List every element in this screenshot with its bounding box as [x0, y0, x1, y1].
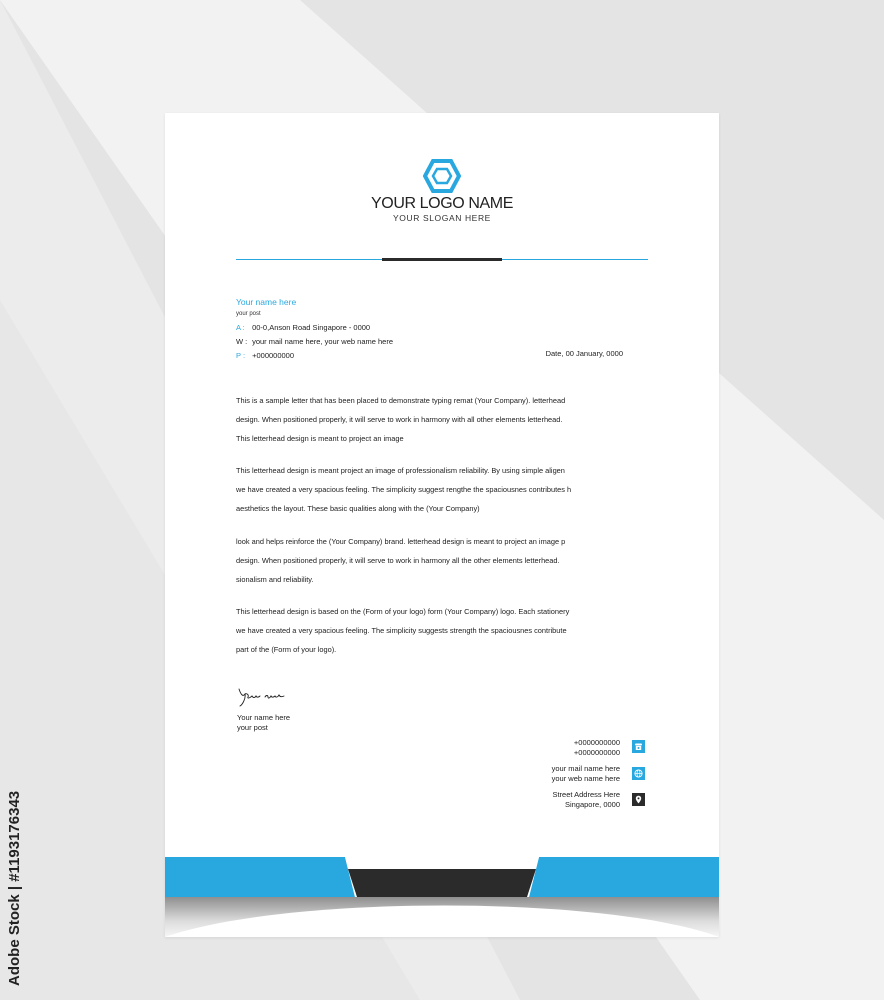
- letter-date: Date, 00 January, 0000: [545, 349, 623, 358]
- sender-phone: +000000000: [252, 351, 295, 360]
- contact-phone-1: +0000000000: [573, 738, 620, 747]
- sender-address-line: [236, 323, 370, 332]
- body-line: This letterhead design is meant project an image of professionalism reliability. By using simple aligen: [236, 466, 565, 475]
- body-line: This letterhead design is meant to project an image: [236, 434, 404, 443]
- sender-web: your mail name here, your web name here: [252, 337, 393, 346]
- handwritten-signature: [235, 685, 289, 707]
- body-line: sionalism and reliability.: [236, 575, 314, 584]
- contact-street: Street Address Here: [552, 790, 620, 799]
- web-label: W :: [236, 337, 248, 346]
- body-paragraph: [236, 461, 604, 518]
- letterhead-page: [165, 113, 719, 937]
- contact-web: your web name here: [551, 774, 620, 783]
- contact-phones: [574, 738, 620, 758]
- body-paragraph: [236, 391, 604, 448]
- sender-phone-line: [236, 351, 294, 360]
- globe-icon: [632, 767, 645, 780]
- body-line: This is a sample letter that has been placed to demonstrate typing remat (Your Company). letterhead: [236, 396, 566, 405]
- signature-post: your post: [237, 723, 268, 732]
- hexagon-logo-icon: [423, 159, 461, 193]
- footer-band: [165, 853, 719, 937]
- sender-address: 00-0,Anson Road Singapore - 0000: [252, 323, 371, 332]
- body-line: we have created a very spacious feeling. The simplicity suggest rengthe the spaciousnes contributes h: [236, 485, 572, 494]
- sender-post: your post: [236, 311, 261, 317]
- body-line: design. When positioned properly, it will serve to work in harmony with all other elements letterhead.: [236, 415, 563, 424]
- sender-web-line: [236, 337, 393, 346]
- body-paragraph: [236, 602, 604, 659]
- phone-label: P :: [236, 351, 246, 360]
- header-rule-right: [502, 259, 648, 260]
- logo-name: YOUR LOGO NAME: [371, 195, 513, 212]
- body-line: aesthetics the layout. These basic qualities along with the (Your Company): [236, 504, 480, 513]
- body-paragraph: [236, 532, 604, 589]
- contact-online: [552, 764, 620, 784]
- location-pin-icon: [632, 793, 645, 806]
- sender-name: Your name here: [236, 297, 297, 307]
- header-rule-center: [382, 258, 502, 261]
- phone-icon: [632, 740, 645, 753]
- contact-email: your mail name here: [551, 764, 620, 773]
- contact-city: Singapore, 0000: [564, 800, 620, 809]
- stock-watermark-text: Adobe Stock | #1193176343: [6, 790, 23, 986]
- body-line: look and helps reinforce the (Your Company) brand. letterhead design is meant to project an image p: [236, 537, 566, 546]
- body-line: part of the (Form of your logo).: [236, 645, 337, 654]
- contact-phone-2: +0000000000: [573, 748, 620, 757]
- body-line: we have created a very spacious feeling. The simplicity suggests strength the spaciousnes contribute: [236, 626, 567, 635]
- contact-address: [552, 790, 620, 810]
- body-line: This letterhead design is based on the (Form of your logo) form (Your Company) logo. Each stationery: [236, 607, 570, 616]
- signature-name: Your name here: [237, 713, 291, 722]
- body-line: design. When positioned properly, it will serve to work in harmony all the other elements letterhead.: [236, 556, 560, 565]
- header-rule-left: [236, 259, 382, 260]
- logo-slogan: YOUR SLOGAN HERE: [393, 213, 491, 223]
- address-label: A :: [236, 323, 245, 332]
